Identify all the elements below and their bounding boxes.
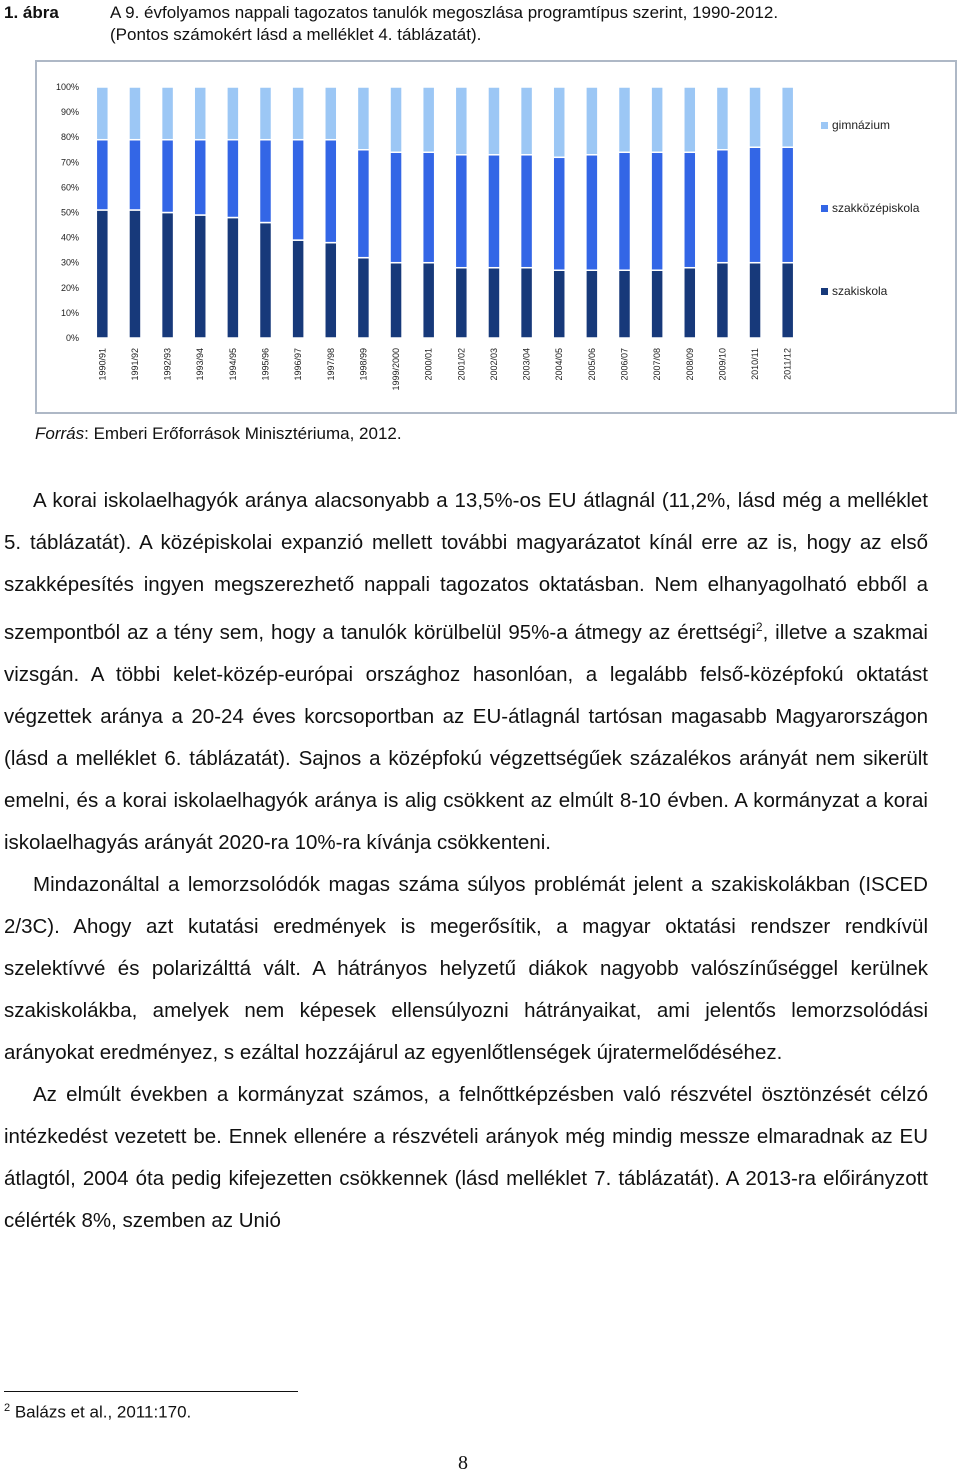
footnote-number: 2	[4, 1402, 11, 1414]
bar-segment	[292, 240, 304, 338]
y-tick-label: 80%	[60, 132, 79, 143]
bar-segment	[749, 147, 761, 262]
bar-segment	[553, 87, 565, 157]
y-tick-label: 10%	[60, 307, 79, 318]
bar-segment	[455, 87, 467, 155]
bar-segment	[619, 270, 631, 338]
bar-segment	[651, 152, 663, 270]
bar-segment	[227, 218, 239, 338]
bar-segment	[553, 157, 565, 270]
x-tick-label: 2010/11	[750, 348, 761, 380]
x-tick-label: 2004/05	[554, 348, 565, 381]
bar-segment	[260, 223, 272, 338]
footnote	[4, 1402, 191, 1423]
y-tick-label: 90%	[60, 107, 79, 118]
y-tick-label: 100%	[55, 82, 79, 92]
figure-number: 1. ábra	[4, 3, 59, 22]
legend-label: szakiskola	[832, 284, 888, 298]
bar-segment	[227, 87, 239, 140]
bar-segment	[455, 155, 467, 268]
bar-segment	[96, 210, 108, 338]
bar-segment	[194, 87, 206, 140]
bar-segment	[651, 270, 663, 338]
source-label: Forrás	[35, 424, 85, 443]
bar-segment	[488, 155, 500, 268]
paragraph-1	[4, 480, 928, 864]
bar-segment	[260, 87, 272, 140]
footnote-text: Balázs et al., 2011:170.	[10, 1402, 192, 1422]
footnote-ref[interactable]: 2	[755, 620, 763, 634]
bar-segment	[96, 87, 108, 140]
stacked-bar-chart	[37, 62, 955, 412]
paragraph-1-text-rest: , illetve a szakmai vizsgán. A többi kelet-közép-európai országhoz hasonlóan, a legalább felső-középfokú oktatást végzettek aránya a 20-24 éves korcsoportban az EU-átlagnál tartósan magasabb Magyarországon (lásd a melléklet 6. táblázatát). Sajnos a középfokú végzettségűek százalékos arányát nem sikerült emelni, és a korai iskolaelhagyók aránya is alig csökkent az elmúlt 8-10 évben. A kormányzat a korai iskolaelhagyás arányát 2020-ra 10%-ra kívánja csökkenteni.	[4, 620, 928, 854]
bar-segment	[488, 87, 500, 155]
bar-segment	[521, 87, 533, 155]
bar-segment	[716, 263, 728, 338]
bar-segment	[684, 87, 696, 152]
bar-segment	[586, 87, 598, 155]
x-tick-label: 2005/06	[586, 348, 597, 381]
bar-segment	[521, 268, 533, 338]
bar-segment	[684, 152, 696, 267]
x-tick-label: 2009/10	[717, 348, 728, 381]
bar-segment	[194, 140, 206, 215]
x-tick-label: 1996/97	[293, 348, 304, 381]
bar-segment	[619, 87, 631, 152]
source-text: : Emberi Erőforrások Minisztériuma, 2012.	[84, 424, 402, 443]
bar-segment	[586, 270, 598, 338]
x-tick-label: 2003/04	[521, 348, 532, 381]
bar-segment	[129, 210, 141, 338]
footnote-rule	[4, 1391, 298, 1392]
bar-segment	[227, 140, 239, 218]
bar-segment	[749, 263, 761, 338]
x-tick-label: 2001/02	[456, 348, 467, 381]
bar-segment	[390, 152, 402, 262]
bar-segment	[521, 155, 533, 268]
x-tick-label: 1999/2000	[391, 348, 402, 391]
y-tick-label: 30%	[60, 257, 79, 268]
bar-segment	[194, 215, 206, 338]
chart-frame	[35, 60, 957, 414]
x-tick-label: 1992/93	[162, 348, 173, 381]
bar-segment	[357, 258, 369, 338]
bar-segment	[292, 87, 304, 140]
legend-swatch	[821, 288, 828, 295]
bar-segment	[586, 155, 598, 270]
bar-segment	[292, 140, 304, 240]
y-tick-label: 70%	[60, 157, 79, 168]
bar-segment	[749, 87, 761, 147]
x-tick-label: 1997/98	[325, 348, 336, 381]
source-note	[35, 424, 402, 444]
bar-segment	[455, 268, 467, 338]
bar-segment	[357, 87, 369, 150]
bar-segment	[390, 87, 402, 152]
x-tick-label: 1998/99	[358, 348, 369, 381]
paragraph-2: Mindazonáltal a lemorzsolódók magas száma súlyos problémát jelent a szakiskolákban (ISCED 2/3C). Ahogy azt kutatási eredmények is megerősítik, a magyar oktatási rendszer rendkívül szelektívvé és polarizálttá vált. A hátrányos helyzetű diákok nagyobb valószínűséggel kerülnek szakiskolákba, amelyek nem képesek ellensúlyozni hátrányaikat, ami jelentős lemorzsolódási arányokat eredményez, s ezáltal hozzájárul az egyenlőtlenségek újratermelődéséhez.	[4, 872, 928, 1064]
bar-segment	[423, 263, 435, 338]
bar-segment	[553, 270, 565, 338]
x-tick-label: 1995/96	[260, 348, 271, 381]
bar-segment	[619, 152, 631, 270]
bar-segment	[782, 263, 794, 338]
body-text	[4, 480, 928, 1242]
bar-segment	[325, 140, 337, 243]
legend-label: gimnázium	[832, 118, 891, 132]
bar-segment	[129, 140, 141, 210]
y-tick-label: 50%	[60, 207, 79, 218]
paragraph-3: Az elmúlt években a kormányzat számos, a felnőttképzésben való részvétel ösztönzését célzó intézkedést vezetett be. Ennek ellenére a részvételi arányok még mindig messze elmaradnak az EU átlagtól, 2004 óta pedig kifejezetten csökkennek (lásd melléklet 7. táblázatát). A 2013-ra előirányzott célérték 8%, szemben az Unió	[4, 1082, 928, 1232]
bar-segment	[488, 268, 500, 338]
bar-segment	[782, 87, 794, 147]
bar-segment	[325, 243, 337, 338]
legend-swatch	[821, 122, 828, 129]
x-tick-label: 1993/94	[195, 348, 206, 381]
x-tick-label: 2007/08	[652, 348, 663, 381]
bar-segment	[684, 268, 696, 338]
bar-segment	[129, 87, 141, 140]
x-tick-label: 2000/01	[423, 348, 434, 381]
bar-segment	[162, 213, 174, 339]
x-tick-label: 2011/12	[782, 348, 793, 380]
bar-segment	[651, 87, 663, 152]
caption-line-1: A 9. évfolyamos nappali tagozatos tanulók megoszlása programtípus szerint, 1990-2012.	[110, 3, 779, 22]
bar-segment	[716, 150, 728, 263]
x-tick-label: 1994/95	[227, 348, 238, 381]
y-tick-label: 40%	[60, 232, 79, 243]
bar-segment	[162, 140, 174, 213]
y-tick-label: 0%	[65, 333, 79, 343]
bar-segment	[357, 150, 369, 258]
bar-segment	[390, 263, 402, 338]
bar-segment	[782, 147, 794, 262]
x-tick-label: 2002/03	[488, 348, 499, 381]
caption-line-2: (Pontos számokért lásd a melléklet 4. táblázatát).	[110, 25, 482, 44]
bar-segment	[716, 87, 728, 150]
legend-swatch	[821, 205, 828, 212]
bar-segment	[325, 87, 337, 140]
bar-segment	[260, 140, 272, 223]
page-number: 8	[458, 1452, 468, 1474]
bar-segment	[162, 87, 174, 140]
paragraph-1-text: A korai iskolaelhagyók aránya alacsonyabb a 13,5%-os EU átlagnál (11,2%, lásd még a melléklet 5. táblázatát). A középiskolai expanzió mellett további magyarázatot kínál erre az is, hogy az első szakképesítés ingyen megszerezhető nappali tagozatos oktatásban. Nem elhanyagolható ebből a szempontból az a tény sem, hogy a tanulók körülbelül 95%-a átmegy az érettségi	[4, 489, 928, 644]
x-tick-label: 1990/91	[97, 348, 108, 381]
bar-segment	[423, 87, 435, 152]
bar-segment	[96, 140, 108, 210]
x-tick-label: 1991/92	[129, 348, 140, 381]
x-tick-label: 2006/07	[619, 348, 630, 381]
y-tick-label: 60%	[60, 182, 79, 193]
x-tick-label: 2008/09	[684, 348, 695, 381]
bar-segment	[423, 152, 435, 262]
y-tick-label: 20%	[60, 282, 79, 293]
legend-label: szakközépiskola	[832, 201, 920, 215]
